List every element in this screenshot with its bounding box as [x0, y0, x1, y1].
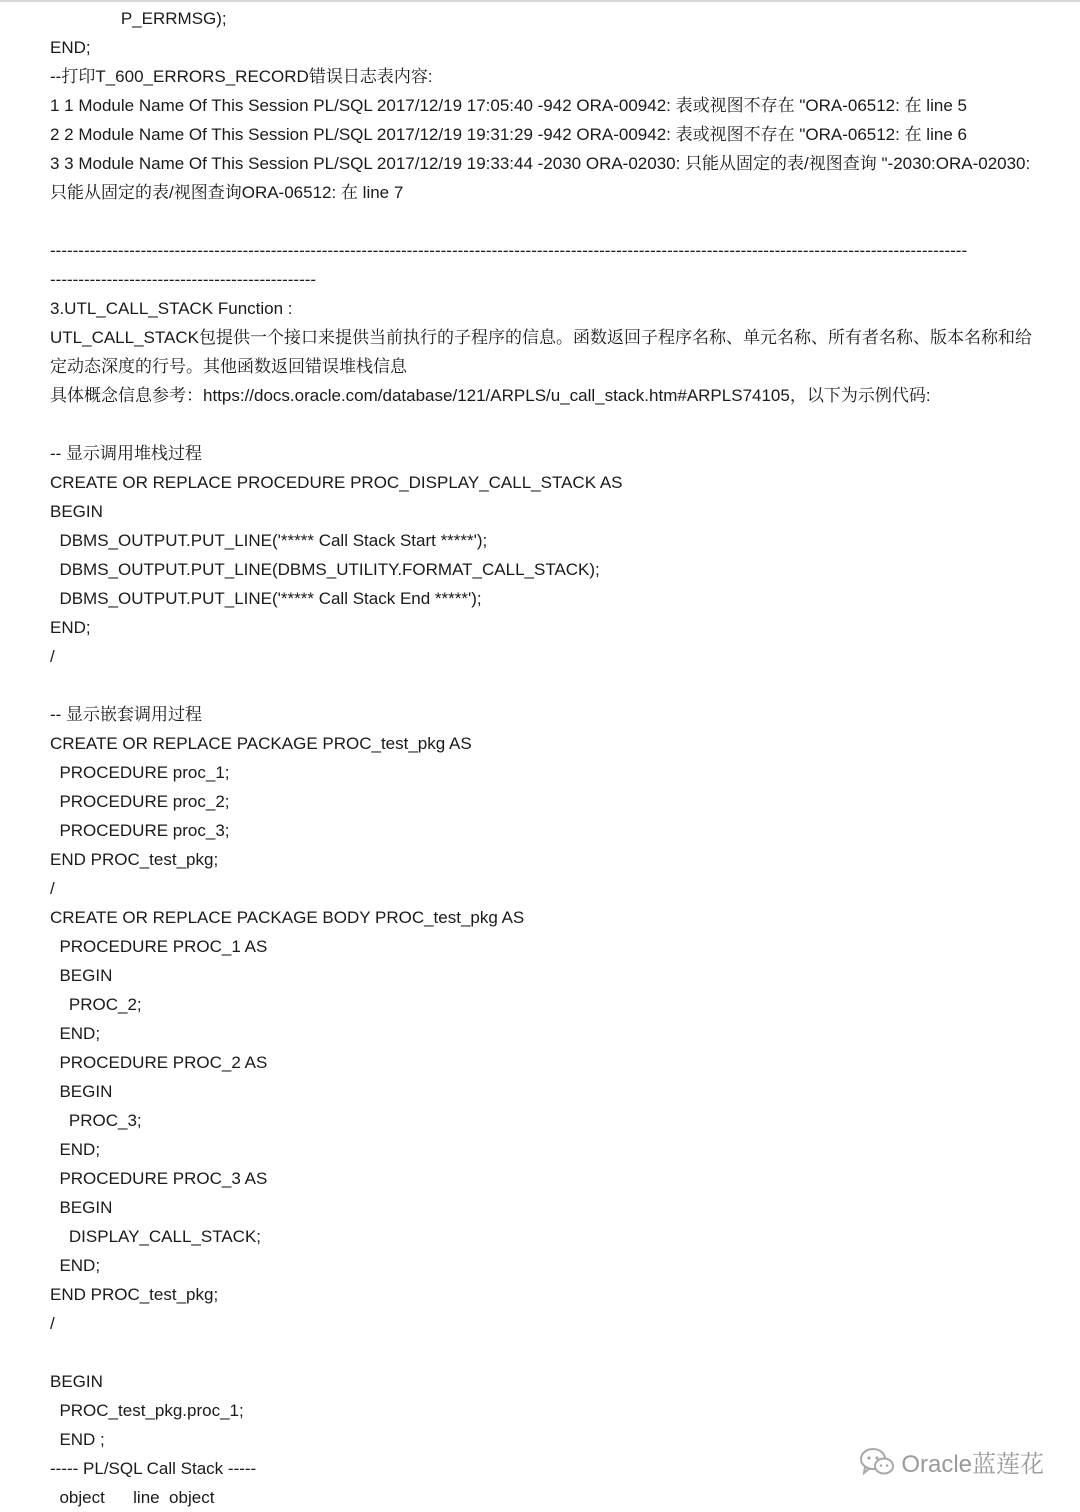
watermark-text: Oracle蓝莲花 [901, 1451, 1044, 1478]
blank-line [50, 671, 1040, 700]
code-line: PROCEDURE proc_2; [50, 792, 230, 811]
code-line: P_ERRMSG); [50, 9, 227, 28]
blank-line [50, 1338, 1040, 1367]
top-rule [0, 0, 1080, 2]
code-line: CREATE OR REPLACE PROCEDURE PROC_DISPLAY_CALL_STACK AS [50, 473, 623, 492]
code-line: / [50, 1314, 55, 1333]
code-line: PROC_3; [50, 1111, 142, 1130]
code-line: BEGIN [50, 966, 113, 985]
code-line: PROCEDURE proc_1; [50, 763, 230, 782]
code-line: PROC_test_pkg.proc_1; [50, 1401, 244, 1420]
error-record-row: 2 2 Module Name Of This Session PL/SQL 2017/12/19 19:31:29 -942 ORA-00942: 表或视图不存在 "ORA-06512: 在 line 6 [50, 125, 967, 144]
code-line: END PROC_test_pkg; [50, 850, 219, 869]
blank-line [50, 207, 1040, 236]
code-line: BEGIN [50, 1082, 113, 1101]
comment-line: --打印T_600_ERRORS_RECORD错误日志表内容: [50, 67, 433, 86]
code-line: END ; [50, 1430, 105, 1449]
code-line: BEGIN [50, 502, 103, 521]
code-line: END; [50, 1256, 101, 1275]
separator-line: ------------------------------------------------------------------------------------------------------------------------------------------------------------------ [50, 241, 968, 260]
error-record-row: 3 3 Module Name Of This Session PL/SQL 2017/12/19 19:33:44 -2030 ORA-02030: 只能从固定的表/视图查询 "-2030:ORA-02030: 只能从固定的表/视图查询ORA-06512: 在 line 7 [50, 154, 1031, 202]
output-line: object line object [50, 1488, 215, 1507]
code-line: BEGIN [50, 1372, 103, 1391]
comment-line: -- 显示调用堆栈过程 [50, 444, 203, 463]
code-line: DBMS_OUTPUT.PUT_LINE(DBMS_UTILITY.FORMAT_CALL_STACK); [50, 560, 600, 579]
code-line: DBMS_OUTPUT.PUT_LINE('***** Call Stack End *****'); [50, 589, 482, 608]
code-line: PROCEDURE proc_3; [50, 821, 230, 840]
comment-line: -- 显示嵌套调用过程 [50, 705, 203, 724]
code-line: PROCEDURE PROC_3 AS [50, 1169, 268, 1188]
code-line: PROCEDURE PROC_1 AS [50, 937, 268, 956]
code-line: PROC_2; [50, 995, 142, 1014]
code-line: BEGIN [50, 1198, 113, 1217]
code-line: END; [50, 38, 91, 57]
code-line: / [50, 879, 55, 898]
separator-line: ----------------------------------------------- [50, 270, 317, 289]
code-line: END PROC_test_pkg; [50, 1285, 219, 1304]
code-line: END; [50, 1140, 101, 1159]
section-description: UTL_CALL_STACK包提供一个接口来提供当前执行的子程序的信息。函数返回子程序名称、单元名称、所有者名称、版本名称和给定动态深度的行号。其他函数返回错误堆栈信息 [50, 328, 1032, 376]
code-line: CREATE OR REPLACE PACKAGE PROC_test_pkg AS [50, 734, 472, 753]
error-record-row: 1 1 Module Name Of This Session PL/SQL 2017/12/19 17:05:40 -942 ORA-00942: 表或视图不存在 "ORA-06512: 在 line 5 [50, 96, 967, 115]
code-line: DBMS_OUTPUT.PUT_LINE('***** Call Stack Start *****'); [50, 531, 488, 550]
document-body [50, 4, 1040, 1512]
section-reference: 具体概念信息参考：https://docs.oracle.com/database/121/ARPLS/u_call_stack.htm#ARPLS74105，以下为示例代码: [50, 386, 931, 405]
watermark [859, 1444, 1044, 1479]
code-line: / [50, 647, 55, 666]
code-line: PROCEDURE PROC_2 AS [50, 1053, 268, 1072]
code-line: CREATE OR REPLACE PACKAGE BODY PROC_test_pkg AS [50, 908, 525, 927]
code-line: END; [50, 1024, 101, 1043]
wechat-icon [859, 1447, 895, 1477]
output-line: ----- PL/SQL Call Stack ----- [50, 1459, 257, 1478]
section-title: 3.UTL_CALL_STACK Function : [50, 299, 293, 318]
code-line: END; [50, 618, 91, 637]
blank-line [50, 410, 1040, 439]
code-line: DISPLAY_CALL_STACK; [50, 1227, 262, 1246]
